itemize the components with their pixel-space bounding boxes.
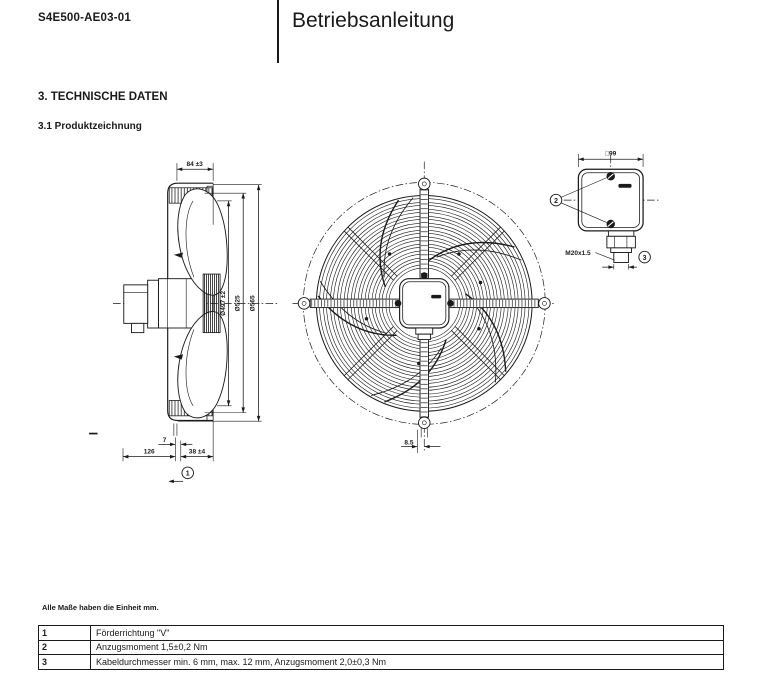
row-text: Förderrichtung "V" [91,626,724,641]
callout-2-label: 2 [554,197,558,205]
dim-38: 38 ±4 [188,448,206,456]
doc-number: S4E500-AE03-01 [38,12,131,24]
dim-ring-diameter: Ø525 [234,295,242,312]
side-view [89,161,279,483]
row-number: 2 [39,640,91,655]
terminal-box-view [550,150,659,269]
cable-gland [607,231,636,263]
dim-outer-diameter: Ø565 [249,295,257,312]
table-row [39,626,724,641]
dim-gland-thread: M20x1.5 [565,249,591,257]
brand-logo-mark-2 [618,184,631,188]
dim-impeller-diameter: Ø497 ±2 [220,290,228,316]
dim-7: 7 [162,437,167,445]
product-drawing [0,140,763,610]
dim-126: 126 [143,448,155,456]
brand-logo-mark [431,295,441,298]
row-text: Kabeldurchmesser min. 6 mm, max. 12 mm, Anzugsmoment 2,0±0,3 Nm [91,655,724,670]
dim-depth: 84 ±3 [186,161,203,169]
dim-hub-offset: 8.5 [404,439,414,447]
header-divider [277,0,279,63]
airflow-arrow-icon [168,480,173,484]
units-note: Alle Maße haben die Einheit mm. [42,603,159,612]
callout-1-label: 1 [185,470,190,478]
terminal-box-front [400,279,449,328]
row-number: 1 [39,626,91,641]
terminal-box-side [124,285,148,324]
section-heading: 3. TECHNISCHE DATEN [38,91,168,103]
page-title: Betriebsanleitung [292,9,455,32]
front-view [293,162,557,453]
table-row [39,640,724,655]
table-row [39,655,724,670]
row-text: Anzugsmoment 1,5±0,2 Nm [91,640,724,655]
dim-box-square: □99 [605,150,617,158]
row-number: 3 [39,655,91,670]
section-subheading: 3.1 Produktzeichnung [38,121,142,132]
callout-3-label: 3 [642,254,647,262]
motor-fins [203,274,220,333]
legend-table [38,625,724,670]
